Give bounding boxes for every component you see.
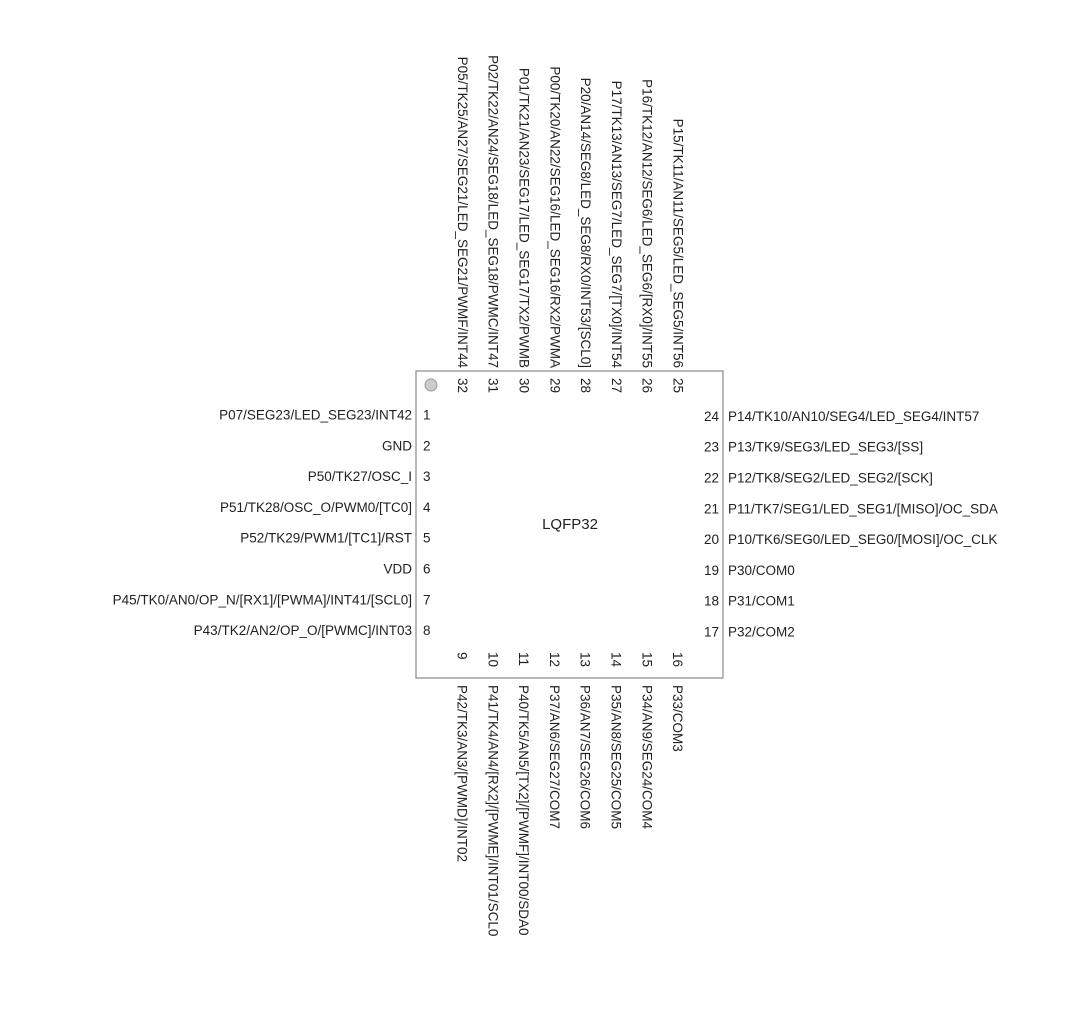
- pin-name-label: P42/TK3/AN3/[PWMD]/INT02: [454, 685, 470, 863]
- pin-name-label: P35/AN8/SEG25/COM5: [608, 685, 624, 830]
- pin-number: 13: [577, 652, 593, 668]
- pin-number: 8: [423, 623, 431, 639]
- pin-number: 18: [703, 593, 719, 609]
- pin-number: 22: [703, 470, 719, 486]
- pin-number: 3: [423, 469, 431, 485]
- pin-number: 32: [454, 378, 470, 394]
- pin-number: 7: [423, 592, 431, 608]
- pin-number: 31: [485, 378, 501, 394]
- pin-name-label: P01/TK21/AN23/SEG17/LED_SEG17/TX2/PWMB: [516, 67, 532, 368]
- pin-number: 1: [423, 407, 431, 423]
- pin-number: 15: [639, 652, 655, 668]
- pin-name-label: P41/TK4/AN4/[RX2]/[PWME]/INT01/SCL0: [485, 685, 501, 937]
- pin-number: 28: [578, 378, 594, 394]
- pin-number: 16: [670, 652, 686, 668]
- pin-number: 20: [703, 532, 719, 548]
- pin-number: 11: [516, 652, 532, 667]
- pin-number: 19: [703, 562, 719, 578]
- pin-name-label: P32/COM2: [728, 624, 795, 640]
- pin-name-label: P11/TK7/SEG1/LED_SEG1/[MISO]/OC_SDA: [728, 501, 998, 517]
- pin-name-label: P15/TK11/AN11/SEG5/LED_SEG5/INT56: [670, 118, 686, 368]
- pin-name-label: P14/TK10/AN10/SEG4/LED_SEG4/INT57: [728, 408, 980, 424]
- pin-name-label: P50/TK27/OSC_I: [307, 469, 412, 485]
- pin-name-label: P36/AN7/SEG26/COM6: [577, 685, 593, 830]
- pin-name-label: P12/TK8/SEG2/LED_SEG2/[SCK]: [728, 470, 933, 486]
- pin-name-label: P05/TK25/AN27/SEG21/LED_SEG21/PWMF/INT44: [454, 56, 470, 368]
- pin-name-label: P31/COM1: [728, 593, 795, 609]
- pin-name-label: GND: [382, 438, 412, 454]
- pin-number: 21: [703, 501, 719, 517]
- pin-number: 29: [547, 378, 563, 394]
- pin-name-label: P10/TK6/SEG0/LED_SEG0/[MOSI]/OC_CLK: [728, 532, 998, 548]
- pin-name-label: P43/TK2/AN2/OP_O/[PWMC]/INT03: [193, 623, 412, 639]
- pin-name-label: P40/TK5/AN5/[TX2]/[PWMF]/INT00/SDA0: [516, 685, 532, 936]
- pin-number: 23: [703, 439, 719, 455]
- pin-number: 10: [485, 652, 501, 668]
- pin-name-label: P16/TK12/AN12/SEG6/LED_SEG6/[RX0]/INT55: [639, 79, 655, 368]
- pin-name-label: P52/TK29/PWM1/[TC1]/RST: [240, 530, 412, 546]
- pin-number: 24: [703, 408, 719, 424]
- pin-number: 30: [516, 378, 532, 394]
- pin-number: 4: [423, 499, 431, 515]
- pin-number: 17: [703, 624, 719, 640]
- pin-name-label: P37/AN6/SEG27/COM7: [546, 685, 562, 830]
- pin-name-label: VDD: [383, 561, 412, 577]
- pin-number: 12: [546, 652, 562, 668]
- pin-name-label: P13/TK9/SEG3/LED_SEG3/[SS]: [728, 439, 924, 455]
- pin1-indicator-icon: [425, 379, 437, 391]
- pin-number: 6: [423, 561, 431, 577]
- pin-number: 25: [670, 378, 686, 394]
- pin-number: 27: [608, 378, 624, 394]
- pin-number: 26: [639, 378, 655, 394]
- pin-number: 9: [454, 652, 470, 660]
- pin-number: 2: [423, 438, 431, 454]
- pin-number: 5: [423, 530, 431, 546]
- pin-name-label: P07/SEG23/LED_SEG23/INT42: [219, 407, 412, 423]
- pin-name-label: P45/TK0/AN0/OP_N/[RX1]/[PWMA]/INT41/[SCL0]: [112, 592, 412, 608]
- pin-name-label: P51/TK28/OSC_O/PWM0/[TC0]: [219, 499, 412, 515]
- pin-name-label: P34/AN9/SEG24/COM4: [639, 685, 655, 830]
- package-name-label: LQFP32: [542, 516, 598, 533]
- pin-name-label: P20/AN14/SEG8/LED_SEG8/RX0/INT53/[SCL0]: [578, 77, 594, 368]
- pin-name-label: P00/TK20/AN22/SEG16/LED_SEG16/RX2/PWMA: [547, 66, 563, 368]
- pin-name-label: P02/TK22/AN24/SEG18/LED_SEG18/PWMC/INT47: [485, 55, 501, 368]
- pin-name-label: P17/TK13/AN13/SEG7/LED_SEG7/[TX0]/INT54: [608, 80, 624, 368]
- pin-name-label: P33/COM3: [670, 685, 686, 752]
- pin-number: 14: [608, 652, 624, 668]
- pin-name-label: P30/COM0: [728, 562, 795, 578]
